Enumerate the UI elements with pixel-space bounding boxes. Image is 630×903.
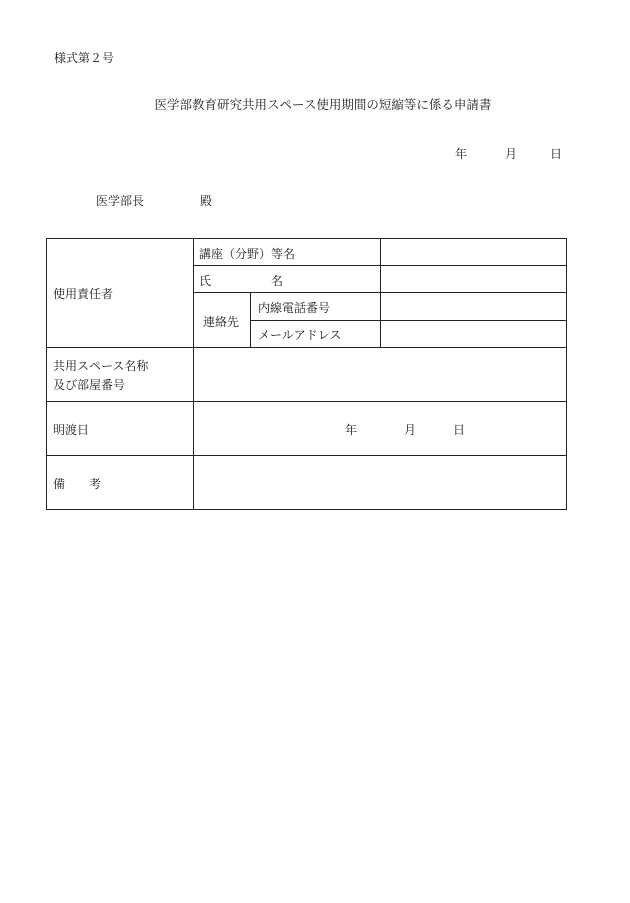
handover-month-label: 月 (404, 423, 417, 437)
course-label: 講座（分野）等名 (199, 247, 296, 261)
date-day-label: 日 (550, 147, 563, 161)
space-label-line2: 及び部屋番号 (53, 378, 126, 392)
name-value-field[interactable] (381, 266, 566, 292)
responsible-label: 使用責任者 (53, 287, 114, 301)
table-rule-space (46, 401, 567, 402)
handover-label: 明渡日 (53, 423, 90, 437)
space-value-field[interactable] (194, 348, 566, 401)
addressee-name: 医学部長 (96, 194, 145, 208)
contact-label: 連絡先 (203, 315, 240, 329)
remarks-value-field[interactable] (194, 456, 566, 509)
date-month-label: 月 (505, 147, 518, 161)
handover-day-label: 日 (453, 423, 466, 437)
form-number: 様式第２号 (54, 51, 115, 65)
remarks-label: 備 考 (53, 477, 102, 491)
extension-label: 内線電話番号 (258, 301, 331, 315)
table-border-right (566, 238, 567, 510)
document-title: 医学部教育研究共用スペース使用期間の短縮等に係る申請書 (154, 97, 492, 112)
table-border-left (46, 238, 47, 510)
email-label: メールアドレス (258, 328, 342, 342)
name-label: 氏 名 (199, 274, 284, 288)
date-year-label: 年 (455, 147, 468, 161)
addressee-honorific: 殿 (200, 194, 213, 208)
table-divider-contact (250, 292, 251, 348)
space-label-line1: 共用スペース名称 (53, 359, 149, 373)
table-border-bottom (46, 509, 567, 510)
extension-value-field[interactable] (381, 293, 566, 320)
email-value-field[interactable] (381, 321, 566, 347)
handover-year-label: 年 (345, 423, 358, 437)
course-value-field[interactable] (381, 239, 566, 265)
